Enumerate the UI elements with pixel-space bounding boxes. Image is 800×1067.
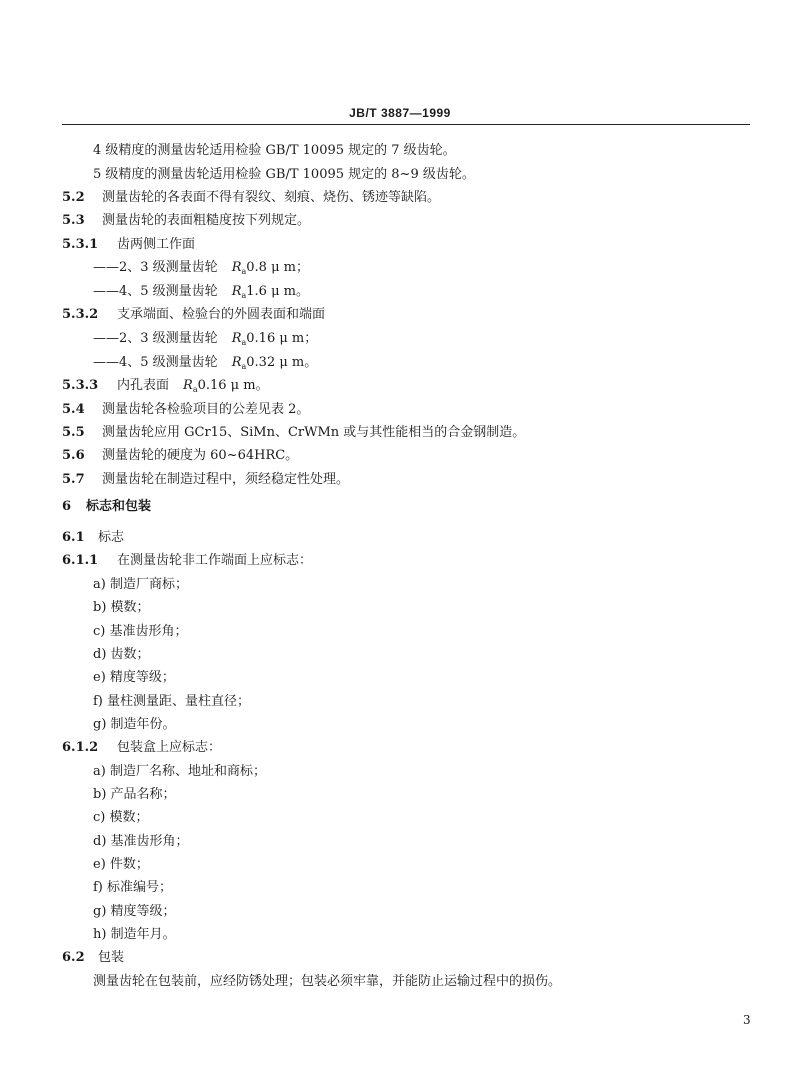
para-grade4: 4 级精度的测量齿轮适用检验 GB/T 10095 规定的 7 级齿轮。 <box>93 143 456 158</box>
section-number: 6 <box>62 499 72 514</box>
clause-number: 6.1.1 <box>62 553 99 568</box>
roughness-value: 0.8 μ m； <box>246 260 309 275</box>
clause-number: 5.5 <box>62 425 85 440</box>
standard-code-header: JB/T 3887—1999 <box>349 106 451 120</box>
clause-number: 5.7 <box>62 472 85 487</box>
clause-number: 6.1 <box>62 530 85 545</box>
roughness-symbol: R <box>183 378 193 393</box>
roughness-value: 0.16 μ m。 <box>197 378 269 393</box>
clause-number: 6.1.2 <box>62 740 99 755</box>
clause-5-3-1 <box>62 237 195 253</box>
roughness-subscript: a <box>241 267 247 276</box>
clause-number: 5.3.1 <box>62 237 99 252</box>
list-item: b) 模数； <box>93 600 150 615</box>
roughness-item <box>93 284 309 304</box>
clause-text: 测量齿轮在制造过程中，须经稳定性处理。 <box>102 472 350 487</box>
page-number: 3 <box>743 1013 751 1027</box>
header-rule <box>62 124 750 125</box>
clause-5-5 <box>62 425 525 441</box>
clause-number: 5.2 <box>62 190 85 205</box>
list-item: g) 精度等级； <box>93 904 176 919</box>
clause-text: 测量齿轮各检验项目的公差见表 2。 <box>102 402 310 417</box>
clause-text: 在测量齿轮非工作端面上应标志： <box>117 553 313 568</box>
clause-text: 齿两侧工作面 <box>117 237 196 252</box>
item-label: ——4、5 级测量齿轮 <box>93 284 218 299</box>
list-item: d) 基准齿形角； <box>93 834 189 849</box>
roughness-subscript: a <box>192 385 198 394</box>
list-item: e) 件数； <box>93 857 149 872</box>
roughness-subscript: a <box>241 362 247 371</box>
roughness-symbol: R <box>231 284 242 299</box>
clause-number: 5.6 <box>62 448 85 463</box>
clause-6-2 <box>62 950 124 966</box>
list-item: h) 制造年月。 <box>93 927 176 942</box>
clause-text: 包装盒上应标志： <box>117 740 222 755</box>
clause-5-7 <box>62 472 349 488</box>
clause-number: 5.4 <box>62 402 85 417</box>
roughness-item <box>93 260 309 280</box>
item-label: ——4、5 级测量齿轮 <box>93 355 218 370</box>
clause-5-3 <box>62 213 310 229</box>
clause-text: 内孔表面 <box>117 378 170 393</box>
list-item: a) 制造厂名称、地址和商标； <box>93 764 266 779</box>
clause-5-6 <box>62 448 298 464</box>
clause-text: 支承端面、检验台的外圆表面和端面 <box>117 307 326 322</box>
clause-6-1-2 <box>62 740 221 756</box>
roughness-subscript: a <box>241 291 247 300</box>
clause-6-1-1 <box>62 553 312 569</box>
clause-number: 5.3.2 <box>62 307 99 322</box>
section-6-heading <box>62 499 151 515</box>
roughness-subscript: a <box>241 338 247 347</box>
clause-5-4 <box>62 402 309 418</box>
clause-text: 标志 <box>98 530 125 545</box>
clause-5-3-2 <box>62 307 325 323</box>
list-item: f) 量柱测量距、量柱直径； <box>93 694 251 709</box>
clause-text: 包装 <box>98 950 125 965</box>
item-label: ——2、3 级测量齿轮 <box>93 331 218 346</box>
roughness-item <box>93 355 317 375</box>
list-item: g) 制造年份。 <box>93 717 176 732</box>
clause-5-3-3 <box>62 378 269 398</box>
roughness-value: 0.16 μ m； <box>246 331 318 346</box>
list-item: d) 齿数； <box>93 647 150 662</box>
section-title: 标志和包装 <box>86 499 152 514</box>
clause-number: 5.3 <box>62 213 85 228</box>
roughness-item <box>93 331 317 351</box>
clause-number: 5.3.3 <box>62 378 99 393</box>
clause-6-1 <box>62 530 124 546</box>
list-item: a) 制造厂商标； <box>93 577 188 592</box>
para-grade5: 5 级精度的测量齿轮适用检验 GB/T 10095 规定的 8~9 级齿轮。 <box>93 167 475 182</box>
clause-text: 测量齿轮的表面粗糙度按下列规定。 <box>102 213 311 228</box>
list-item: f) 标准编号； <box>93 880 173 895</box>
clause-text: 测量齿轮的各表面不得有裂纹、刻痕、烧伤、锈迹等缺陷。 <box>102 190 441 205</box>
list-item: c) 基准齿形角； <box>93 624 188 639</box>
list-item: c) 模数； <box>93 810 149 825</box>
clause-text: 测量齿轮的硬度为 60~64HRC。 <box>102 448 299 463</box>
clause-5-2 <box>62 190 440 206</box>
clause-number: 6.2 <box>62 950 85 965</box>
roughness-symbol: R <box>231 331 242 346</box>
item-label: ——2、3 级测量齿轮 <box>93 260 218 275</box>
roughness-symbol: R <box>231 260 242 275</box>
list-item: b) 产品名称； <box>93 787 176 802</box>
roughness-value: 1.6 μ m。 <box>246 284 309 299</box>
roughness-value: 0.32 μ m。 <box>246 355 318 370</box>
clause-text: 测量齿轮应用 GCr15、SiMn、CrWMn 或与其性能相当的合金钢制造。 <box>102 425 526 440</box>
list-item: e) 精度等级； <box>93 670 175 685</box>
packaging-paragraph: 测量齿轮在包装前，应经防锈处理；包装必须牢靠，并能防止运输过程中的损伤。 <box>93 974 562 989</box>
roughness-symbol: R <box>231 355 242 370</box>
